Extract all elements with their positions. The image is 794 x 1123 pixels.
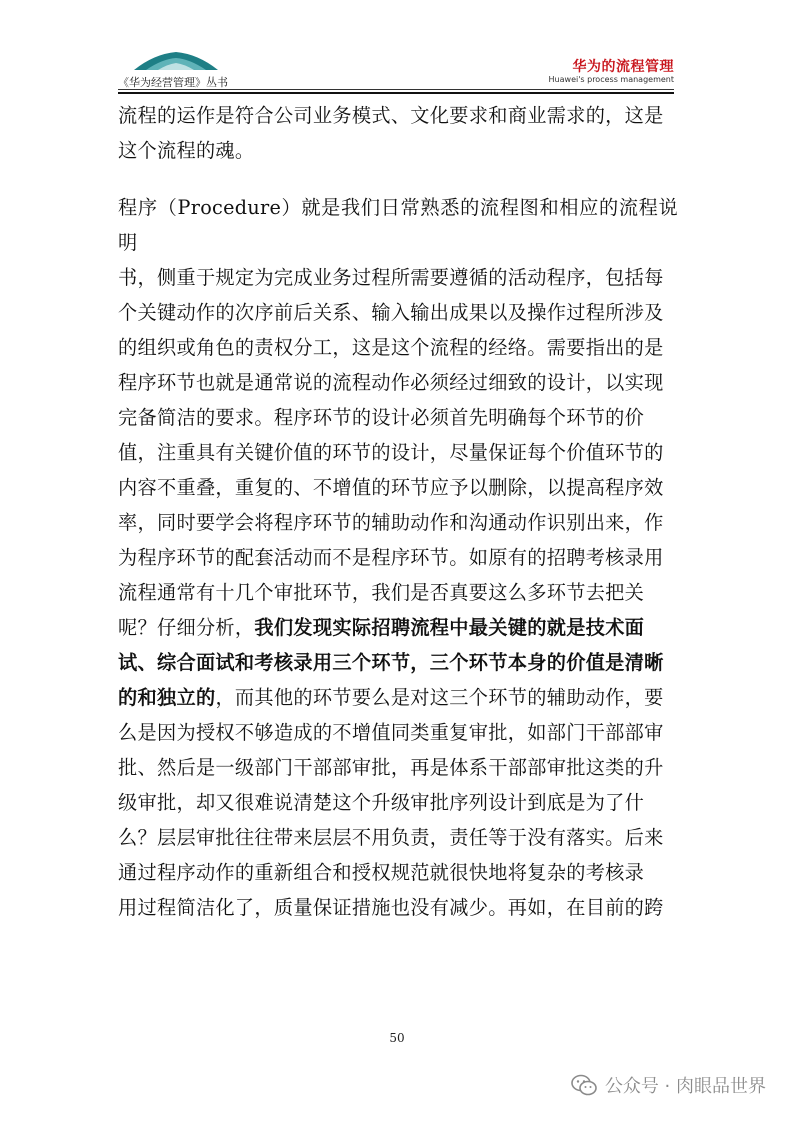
paragraph-1-line-2: 这个流程的魂。 <box>118 139 255 162</box>
brand-title-en: Huawei's process management <box>548 75 674 84</box>
header-divider-thin <box>118 89 674 90</box>
main-text <box>118 98 678 925</box>
watermark-text: 公众号 · 肉眼品世界 <box>604 1076 766 1097</box>
paragraph-1 <box>118 98 678 168</box>
book-series-name: 《华为经营管理》丛书 <box>118 76 228 89</box>
brand-title-cn: 华为的流程管理 <box>572 59 674 75</box>
paragraph-2-text-end: ，而其他的环节要么是对这三个环节的辅助动作，要 么是因为授权不够造成的不增值同类重复审批，如部门干部部审 批、然后是一级部门干部部审批，再是体系干部部审批这类的升 级审批，却又很难说清楚这个升级审批序列设计到底是为了什 么？层层审批往往带来层层不用负责，责任等于没有落实。后来 通过程序动作的重新组合和授权规范就很快地将复杂的考核录 用过程简洁化了，质量保证措施也没有减少。再如，在目前的跨 <box>118 686 664 919</box>
watermark <box>571 1072 766 1098</box>
paragraph-2-text-start: 程序（Procedure）就是我们日常熟悉的流程图和相应的流程说明 书，侧重于规定为完成业务过程所需要遵循的活动程序，包括每 个关键动作的次序前后关系、输入输出成果以及操作过程所涉及 的组织或角色的责权分工，这是这个流程的经络。需要指出的是 程序环节也就是通常说的流程动作必须经过细致的设计，以实现 完备简洁的要求。程序环节的设计必须首先明确每个环节的价 值，注重具有关键价值的环节的设计，尽量保证每个价值环节的 内容不重叠，重复的、不增值的环节应予以删除，以提高程序效 率，同时要学会将程序环节的辅助动作和沟通动作识别出来，作 为程序环节的配套活动而不是程序环节。如原有的招聘考核录用 流程通常有十几个审批环节，我们是否真要这么多环节去把关 呢？仔细分析， <box>118 196 678 639</box>
header-divider-thick <box>118 92 674 94</box>
page-number: 50 <box>389 1031 405 1045</box>
mountain-logo-icon <box>132 50 220 72</box>
page-header <box>118 50 674 94</box>
paragraph-2 <box>118 190 678 925</box>
paragraph-1-line-1: 流程的运作是符合公司业务模式、文化要求和商业需求的，这是 <box>118 104 664 127</box>
wechat-icon <box>571 1074 597 1096</box>
paragraph-2-bold-emphasis: 我们发现实际招聘流程中最关键的就是技术面 试、综合面试和考核录用三个环节，三个环节本身的价值是清晰 的和独立的 <box>118 616 664 709</box>
paragraph-gap <box>118 168 678 190</box>
